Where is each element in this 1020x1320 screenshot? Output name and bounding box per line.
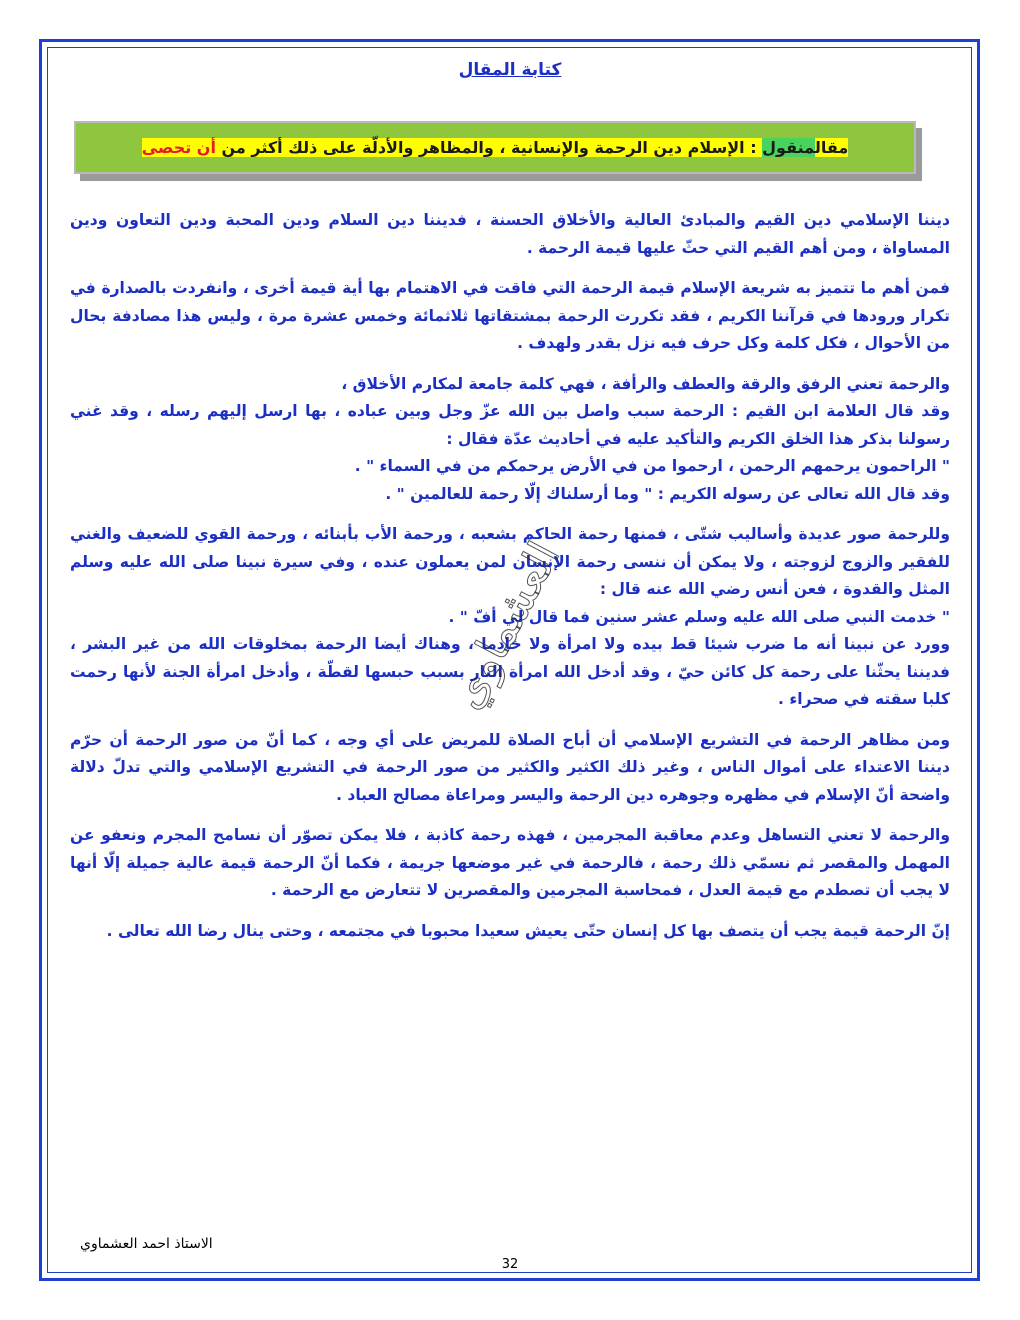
paragraph-line: ديننا الإسلامي دين القيم والمبادئ العالية والأخلاق الحسنة ، فديننا دين السلام ودين المحبة ودين التعاون ودين المساواة ، ومن أهم القيم التي حثّ عليها قيمة الرحمة . <box>70 211 950 257</box>
paragraph-line: والرحمة تعني الرفق والرقة والعطف والرأفة ، فهي كلمة جامعة لمكارم الأخلاق ، <box>341 374 950 393</box>
page-title: كتابة المقال <box>458 60 562 80</box>
banner-word-article: مقال <box>814 137 849 157</box>
banner-title <box>142 137 849 159</box>
watermark: العشماوي <box>440 533 571 718</box>
paragraph-meaning <box>70 371 950 509</box>
article-body <box>70 207 950 958</box>
page-number: 32 <box>501 1257 519 1272</box>
paragraph-quran <box>70 275 950 358</box>
paragraph-line: وورد عن نبينا أنه ما ضرب شيئا قط بيده ولا امرأة ولا خادما ، وهناك أيضا الرحمة بمخلوقات الله من غير البشر ، فديننا يحثّنا على رحمة كل كائن حيّ ، وقد أدخل الله امرأة النار بسبب حبسها لقطّة ، وأدخل امرأة الجنة لأنها رحمت كلبا سقته في صحراء . <box>70 635 950 708</box>
paragraph-line: إنّ الرحمة قيمة يجب أن يتصف بها كل إنسان حتّى يعيش سعيدا محبوبا في مجتمعه ، وحتى ينال رضا الله تعالى . <box>106 921 950 940</box>
banner-main-text: : الإسلام دين الرحمة والإنسانية ، والمظاهر والأدلّة على ذلك أكثر من <box>215 137 763 157</box>
paragraph-conclusion <box>70 918 950 946</box>
hadith-quote: " الراحمون يرحمهم الرحمن ، ارحموا من في الأرض يرحمكم من في السماء " . <box>354 457 950 475</box>
paragraph-legislation <box>70 727 950 810</box>
paragraph-line: فمن أهم ما تتميز به شريعة الإسلام قيمة الرحمة التي فاقت في الاهتمام بها أية قيمة أخرى ، وانفردت بالصدارة في تكرار ورودها في قرآننا الكريم ، فقد تكررت الرحمة بمشتقاتها ثلاثمائة وخمس عشرة مرة ، وليس هذا مصادفة بحال من الأحوال ، فكل كلمة وكل حرف فيه نزل بقدر ولهدف . <box>70 279 950 352</box>
paragraph-line: والرحمة لا تعني التساهل وعدم معاقبة المجرمين ، فهذه رحمة كاذبة ، فلا يمكن تصوّر أن نسامح المجرم ونعفو عن المهمل والمقصر ثم نسمّي ذلك رحمة ، فالرحمة في غير موضعها جريمة ، فكما أنّ الرحمة قيمة عالية جميلة إلّا أنها لا يجب أن تصطدم مع قيمة العدل ، فمحاسبة المجرمين والمقصرين لا تتعارض مع الرحمة . <box>70 826 950 899</box>
quran-quote: وقد قال الله تعالى عن رسوله الكريم : " وما أرسلناك إلّا رحمة للعالمين " . <box>385 484 950 503</box>
banner-word-transferred: منقول <box>762 137 815 157</box>
paragraph-justice <box>70 822 950 905</box>
paragraph-line: ومن مظاهر الرحمة في التشريع الإسلامي أن أباح الصلاة للمريض على أي وجه ، كما أنّ من صور الرحمة أن حرّم ديننا الاعتداء على أموال الناس ، وغير ذلك الكثير والكثير من صور الرحمة في التشريع الإسلامي والتي تدلّ دلالة واضحة أنّ الإسلام في مظهره وجوهره دين الرحمة واليسر ومراعاة مصالح العباد . <box>70 730 950 804</box>
paragraph-forms <box>70 521 950 714</box>
hadith-quote: " خدمت النبي صلى الله عليه وسلم عشر سنين فما قال لي أفّ " . <box>448 607 950 626</box>
paragraph-intro <box>70 207 950 262</box>
banner-emphasis: أن تحصى <box>141 137 216 157</box>
paragraph-line: وقد قال العلامة ابن القيم : الرحمة سبب واصل بين الله عزّ وجل وبين عباده ، بها ارسل إليهم رسله ، وقد غني رسولنا بذكر هذا الخلق الكريم والتأكيد عليه في أحاديث عدّة فقال : <box>70 402 950 448</box>
article-banner <box>74 121 916 174</box>
author-credit: الاستاذ احمد العشماوي <box>80 1236 213 1252</box>
paragraph-line: وللرحمة صور عديدة وأساليب شتّى ، فمنها رحمة الحاكم بشعبه ، ورحمة الأب بأبنائه ، ورحمة القوي للضعيف والغني للفقير والزوج لزوجته ، ولا يمكن أن ننسى رحمة الإنسان لمن يعملون عنده ، وفي سيرة نبينا صلى الله عليه وسلم المثل والقدوة ، فعن أنس رضي الله عنه قال : <box>70 525 950 598</box>
